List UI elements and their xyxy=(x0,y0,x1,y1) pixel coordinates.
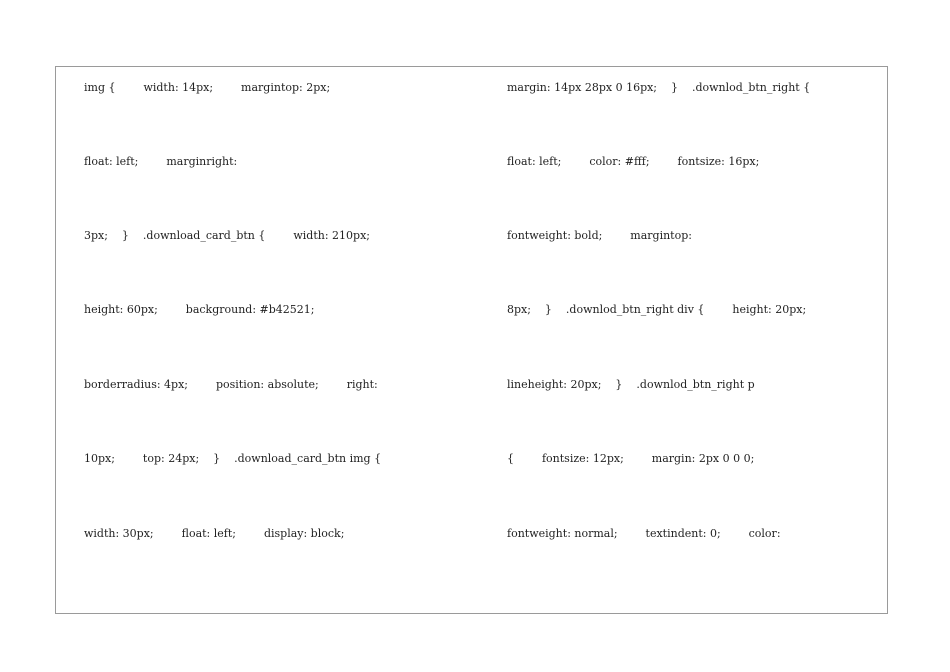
code-line: 10px; top: 24px; } .download_card_btn img { xyxy=(84,452,382,465)
code-line: float: left; marginright: xyxy=(84,155,238,168)
code-line: 3px; } .download_card_btn { width: 210px; xyxy=(84,229,370,242)
code-line: lineheight: 20px; } .downlod_btn_right p xyxy=(507,378,755,391)
code-line: { fontsize: 12px; margin: 2px 0 0 0; xyxy=(507,452,755,465)
code-line: width: 30px; float: left; display: block; xyxy=(84,527,345,540)
code-line: float: left; color: #fff; fontsize: 16px; xyxy=(507,155,760,168)
code-line: fontweight: normal; textindent: 0; color: xyxy=(507,527,781,540)
code-line: img { width: 14px; margintop: 2px; xyxy=(84,81,331,94)
code-line: 8px; } .downlod_btn_right div { height: 20px; xyxy=(507,303,807,316)
code-line: height: 60px; background: #b42521; xyxy=(84,303,315,316)
code-line: fontweight: bold; margintop: xyxy=(507,229,692,242)
code-line: margin: 14px 28px 0 16px; } .downlod_btn_right { xyxy=(507,81,811,94)
code-line: borderradius: 4px; position: absolute; right: xyxy=(84,378,378,391)
